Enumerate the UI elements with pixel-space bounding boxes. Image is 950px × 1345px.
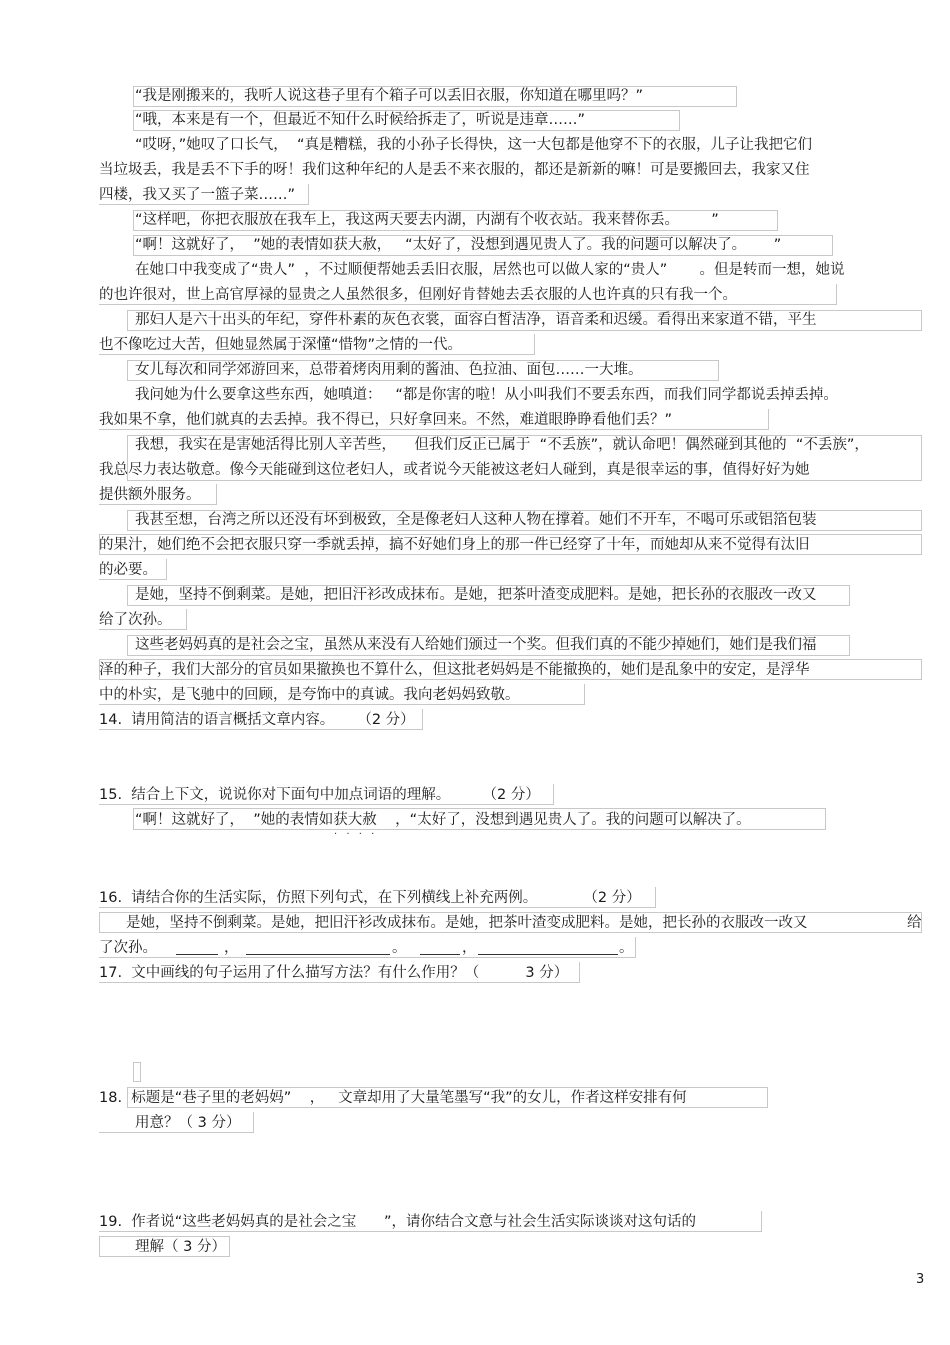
text-box-22 (99, 609, 187, 630)
page-number: 3 (916, 1272, 925, 1287)
text-box-q19 (99, 1211, 762, 1232)
passage-line-15: 我想，我实在是害她活得比别人辛苦些， 但我们反正已属于 “不丢族”，就认命吧！偶然碰到其他的 “不丢族”， (135, 437, 869, 453)
text-box-20 (99, 559, 167, 580)
passage-line-9: 的也许很对，世上高官厚禄的显贵之人虽然很多，但刚好肯替她去丢衣服的人也许真的只有我一个。 (99, 287, 737, 303)
answer-area-15[interactable] (99, 836, 919, 884)
passage-line-6: “这样吧，你把衣服放在我车上，我这两天要去内湖，内湖有个收衣站。我来替你丢。 ” (135, 212, 719, 228)
question-17: 17. 文中画线的句子运用了什么描写方法？有什么作用？（ 3 分） (99, 965, 569, 981)
blank-comma-2: ， (462, 940, 477, 956)
text-box-7 (133, 235, 833, 256)
text-box-18 (127, 510, 922, 531)
text-box-10 (127, 310, 922, 331)
passage-line-8: 在她口中我变成了“贵人” ，不过顺便帮她丢丢旧衣服，居然也可以做人家的“贵人” 。但是转而一想，她说 (135, 262, 845, 278)
question-19-cont: 理解（ 3 分） (135, 1239, 226, 1255)
text-box-9 (99, 284, 837, 305)
text-box-q15-quote (133, 808, 826, 830)
passage-line-23: 这些老妈妈真的是社会之宝，虽然从来没有人给她们颁过一个奖。但我们真的不能少掉她们，她们是我们福 (135, 637, 817, 653)
passage-line-24: 泽的种子，我们大部分的官员如果撤换也不算什么，但这批老妈妈是不能撤换的，她们是乱象中的安定，是浮华 (99, 662, 810, 678)
text-box-q16 (99, 887, 656, 908)
question-18: 18. 标题是“巷子里的老妈妈” ， 文章却用了大量笔墨写“我”的女儿，作者这样安排有何 (99, 1090, 687, 1106)
text-box-12 (127, 360, 719, 381)
blank-comma-1: ， (224, 940, 239, 956)
text-box-25 (99, 684, 585, 705)
text-box-1 (133, 86, 737, 107)
passage-line-21: 是她，坚持不倒剩菜。是她，把旧汗衫改成抹布。是她，把茶叶渣变成肥料。是她，把长孙的衣服改一改又 (135, 587, 817, 603)
text-box-23 (127, 635, 850, 656)
text-box-q18 (127, 1087, 768, 1108)
question-15-quote: “啊！这就好了， ”她的表情如获大赦 ，“太好了，没想到遇见贵人了。我的问题可以解决了。 (135, 812, 751, 828)
passage-line-4: 当垃圾丢，我是丢不下手的呀！我们这种年纪的人是丢不来衣服的，都还是新新的嘛！可是要搬回去，我家又住 (99, 162, 810, 178)
question-18-cont: 用意？（ 3 分） (135, 1115, 241, 1131)
text-box-11 (99, 334, 535, 355)
passage-line-16: 我总尽力表达敬意。像今天能碰到这位老妇人，或者说今天能被这老妇人碰到，真是很幸运的事，值得好好为她 (99, 462, 810, 478)
question-15: 15. 结合上下文，说说你对下面句中加点词语的理解。 （2 分） (99, 787, 540, 803)
blank-period-2: 。 (619, 940, 634, 956)
text-box-q16-model (99, 912, 922, 933)
question-16-model-end: 了次孙。 (99, 940, 157, 956)
passage-line-1: “我是刚搬来的，我听人说这巷子里有个箱子可以丢旧衣服，你知道在哪里吗？” (135, 88, 644, 104)
text-box-q14 (99, 709, 423, 730)
passage-line-10: 那妇人是六十出头的年纪，穿件朴素的灰色衣裳，面容白皙洁净，语音柔和迟缓。看得出来家道不错，平生 (135, 312, 817, 328)
passage-line-12: 女儿每次和同学郊游回来，总带着烤肉用剩的酱油、色拉油、面包……一大堆。 (135, 362, 643, 378)
text-box-2 (133, 110, 680, 131)
answer-area-14[interactable] (99, 735, 919, 779)
text-box-21 (127, 585, 850, 606)
question-16-model-tail: 给 (907, 915, 922, 931)
text-box-6 (133, 210, 778, 231)
passage-line-2: “哦，本来是有一个，但最近不知什么时候给拆走了，听说是违章……” (135, 112, 586, 128)
question-19: 19. 作者说“这些老妈妈真的是社会之宝 ”，请你结合文意与社会生活实际谈谈对这句话的 (99, 1214, 696, 1230)
text-box-14 (99, 409, 769, 430)
answer-area-18[interactable] (99, 1138, 919, 1208)
emphasis-dots: · · · · (334, 829, 378, 840)
text-box-19 (99, 534, 922, 555)
text-box-q15 (99, 784, 554, 805)
blank-period-1: 。 (392, 940, 407, 956)
passage-line-7: “啊！这就好了， ”她的表情如获大赦， “太好了，没想到遇见贵人了。我的问题可以解决了。 ” (135, 237, 782, 253)
passage-line-3: “哎呀，”她叹了口长气， “真是糟糕，我的小孙子长得快，这一大包都是他穿不下的衣服，儿子让我把它们 (135, 137, 812, 153)
answer-area-17[interactable] (99, 988, 919, 1058)
passage-line-14: 我如果不拿，他们就真的去丢掉。我不得已，只好拿回来。不然，难道眼睁睁看他们丢？” (99, 412, 673, 428)
text-box-16 (127, 435, 922, 481)
passage-line-20: 的必要。 (99, 562, 157, 578)
text-box-q17 (99, 962, 580, 983)
text-box-17 (99, 484, 217, 505)
text-box-24 (99, 659, 922, 680)
passage-line-13: 我问她为什么要拿这些东西，她嗔道： “都是你害的啦！从小叫我们不要丢东西，而我们同学都说丢掉丢掉。 (135, 387, 838, 403)
text-box-q18-cont (99, 1112, 254, 1133)
question-16: 16. 请结合你的生活实际，仿照下列句式，在下列横线上补充两例。 （2 分） (99, 890, 641, 906)
passage-line-17: 提供额外服务。 (99, 487, 201, 503)
question-16-model-line: 是她，坚持不倒剩菜。是她，把旧汗衫改成抹布。是她，把茶叶渣变成肥料。是她，把长孙的衣服改一改又 (126, 915, 808, 931)
passage-line-22: 给了次孙。 (99, 612, 172, 628)
text-box-q19-cont (99, 1236, 230, 1257)
empty-box (133, 1062, 141, 1082)
text-box-5 (99, 184, 309, 205)
passage-line-19: 的果汁，她们绝不会把衣服只穿一季就丢掉，搞不好她们身上的那一件已经穿了十年，而她却从来不觉得有汰旧 (99, 537, 810, 553)
question-14: 14. 请用简洁的语言概括文章内容。 （2 分） (99, 712, 415, 728)
text-box-q16-end (99, 937, 636, 958)
passage-line-5: 四楼，我又买了一篮子菜……” (99, 187, 296, 203)
passage-line-25: 中的朴实，是飞驰中的回顾，是夸饰中的真诚。我向老妈妈致敬。 (99, 687, 520, 703)
passage-line-18: 我甚至想，台湾之所以还没有坏到极致，全是像老妇人这种人物在撑着。她们不开车，不喝可乐或铝箔包装 (135, 512, 817, 528)
passage-line-11: 也不像吃过大苦，但她显然属于深懂“惜物”之情的一代。 (99, 337, 463, 353)
